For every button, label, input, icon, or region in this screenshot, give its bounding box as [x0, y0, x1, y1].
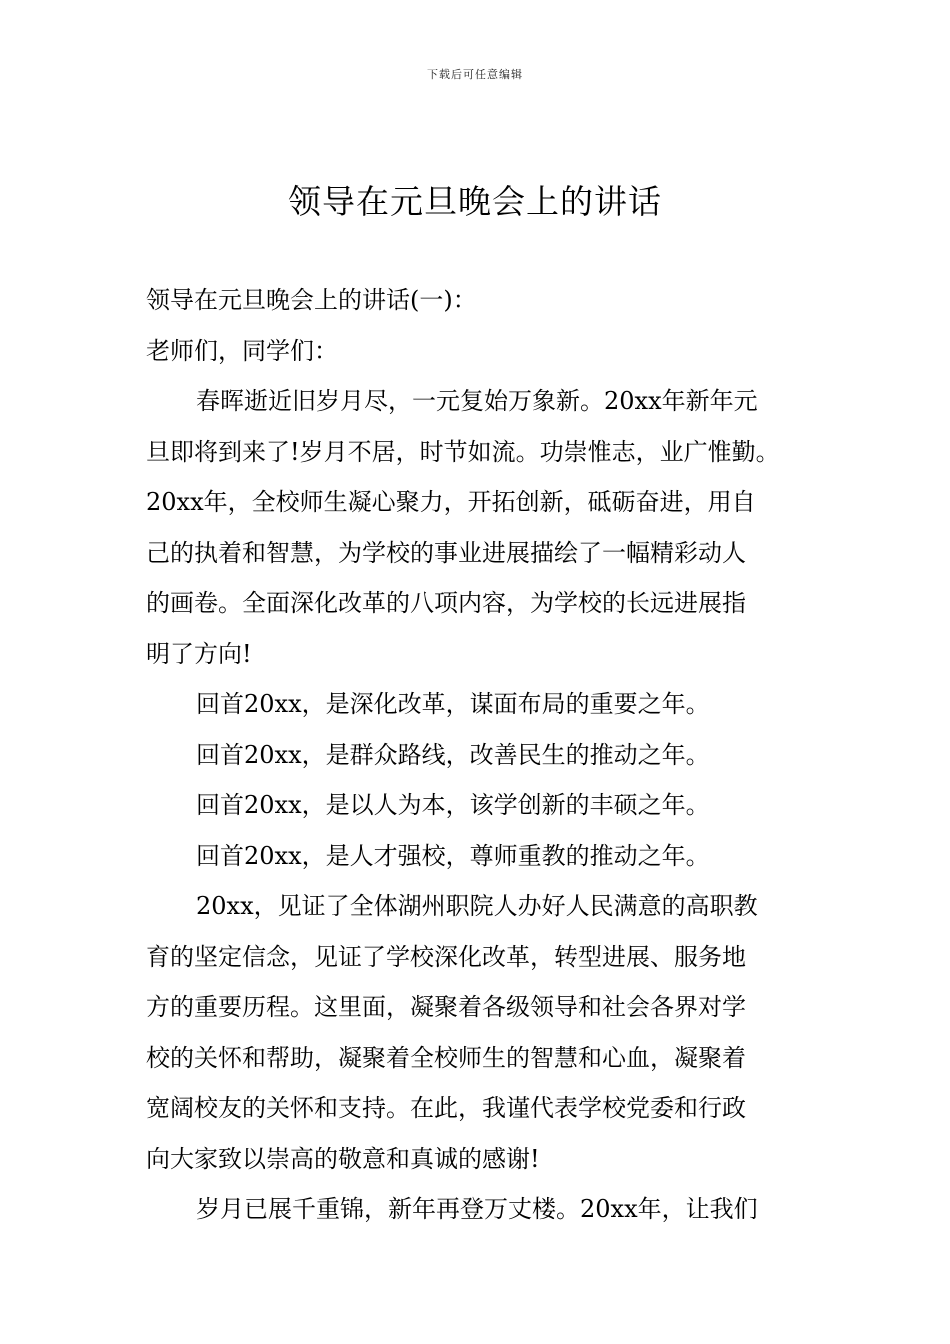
body-line: 宽阔校友的关怀和支持。在此，我谨代表学校党委和行政 — [146, 1094, 746, 1122]
body-line: 回首20xx，是以人为本，该学创新的丰硕之年。 — [196, 791, 710, 819]
body-line: 回首20xx，是深化改革，谋面布局的重要之年。 — [196, 690, 710, 718]
body-line: 校的关怀和帮助，凝聚着全校师生的智慧和心血，凝聚着 — [146, 1043, 746, 1072]
body-line: 育的坚定信念，见证了学校深化改革，转型进展、服务地 — [146, 942, 746, 971]
body-line: 方的重要历程。这里面，凝聚着各级领导和社会各界对学 — [146, 993, 746, 1021]
body-line: 春晖逝近旧岁月尽，一元复始万象新。20xx年新年元 — [196, 387, 758, 415]
body-line: 20xx年，全校师生凝心聚力，开拓创新，砥砺奋进，用自 — [146, 488, 756, 516]
body-line: 的画卷。全面深化改革的八项内容，为学校的长远进展指 — [146, 589, 746, 617]
body-line: 向大家致以崇高的敬意和真诚的感谢! — [146, 1144, 540, 1173]
page-header-note: 下载后可任意编辑 — [427, 68, 523, 81]
document-title: 领导在元旦晚会上的讲话 — [288, 182, 662, 221]
body-line: 旦即将到来了!岁月不居，时节如流。功崇惟志，业广惟勤。 — [146, 437, 780, 466]
body-line: 回首20xx，是群众路线，改善民生的推动之年。 — [196, 740, 710, 769]
body-line: 领导在元旦晚会上的讲话(一)： — [146, 286, 477, 314]
body-line: 老师们，同学们： — [146, 336, 338, 365]
body-line: 20xx，见证了全体湖州职院人办好人民满意的高职教 — [196, 892, 758, 920]
document-body — [146, 275, 818, 1235]
body-line: 回首20xx，是人才强校，尊师重教的推动之年。 — [196, 841, 710, 870]
body-line: 岁月已展千重锦，新年再登万丈楼。20xx年，让我们 — [196, 1195, 758, 1223]
body-line: 明了方向! — [146, 639, 252, 668]
body-line: 己的执着和智慧，为学校的事业进展描绘了一幅精彩动人 — [146, 538, 746, 567]
